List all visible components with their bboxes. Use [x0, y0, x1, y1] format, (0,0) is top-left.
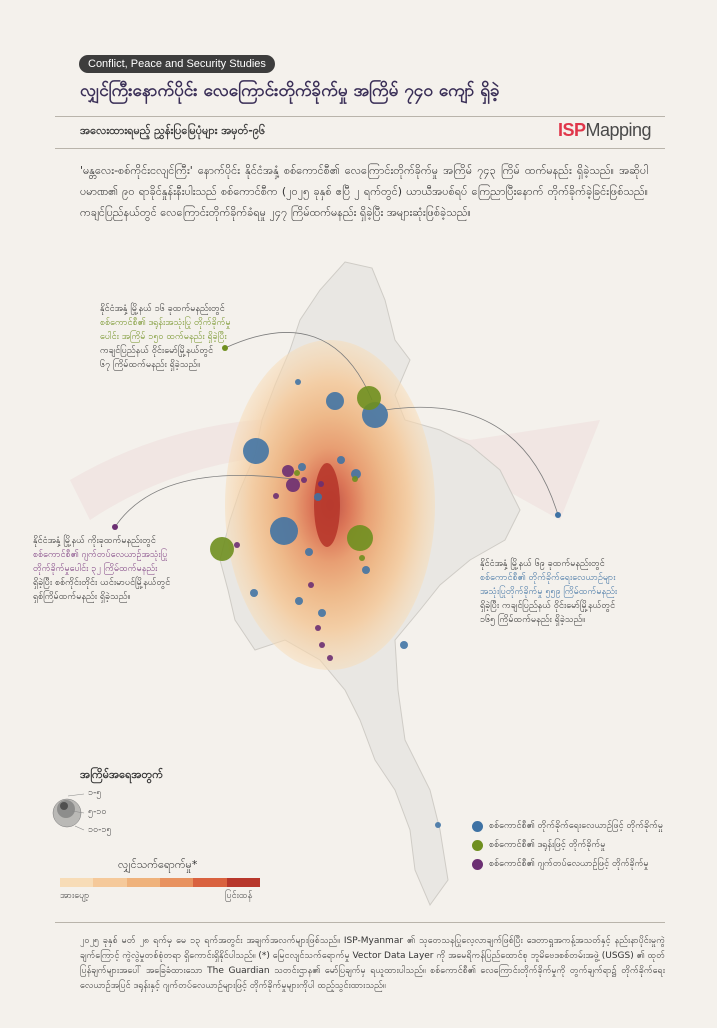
- footer-divider: [55, 922, 665, 923]
- attack-marker: [327, 655, 333, 661]
- attack-marker: [359, 555, 365, 561]
- attack-marker: [295, 379, 301, 385]
- intro-paragraph: 'မန္တလေး-စစ်ကိုင်းငလျင်ကြီး' နောက်ပိုင်း နိုင်ငံအနှံ့ စစ်ကောင်စီ၏ လေကြောင်းတိုက်ခိုက်မှု အကြိမ် ၇၄၃ ကြိမ် ထက်မနည်း ရှိခဲ့သည်။ အဆိုပါပမာဏ၏ ၉၀ ရာခိုင်နှုန်းနီးပါးသည် စစ်ကောင်စီက (၂၀၂၅ ခုနှစ် ဧပြီ ၂ ရက်တွင်) ယာယီအပစ်ရပ် ကြေညာပြီးနောက် တိုက်ခိုက်ခဲ့ခြင်းဖြစ်သည်။ ကချင်ပြည်နယ်တွင် လေကြောင်းတိုက်ခိုက်ခံရမှု ၂၄၇ ကြိမ်ထက်မနည်း ရှိခဲ့ပြီး အများဆုံးဖြစ်ခဲ့သည်။: [80, 164, 648, 219]
- attack-marker: [305, 548, 313, 556]
- callout-line: နိုင်ငံအနှံ့ မြို့နယ် ၁၆ ခုထက်မနည်းတွင်: [100, 304, 225, 314]
- attack-marker: [282, 465, 294, 477]
- legend-item: [472, 839, 663, 852]
- attack-marker: [362, 566, 370, 574]
- attack-marker: [270, 517, 298, 545]
- attack-marker: [250, 589, 258, 597]
- drone-dot-icon: [472, 840, 483, 851]
- callout-fighter-attacks: [480, 557, 700, 627]
- attack-marker: [286, 478, 300, 492]
- intensity-core: [314, 463, 340, 547]
- callout-line: နိုင်ငံအနှံ့ မြို့နယ် ၆၉ ခုထက်မနည်းတွင်: [480, 559, 605, 569]
- attack-marker: [400, 641, 408, 649]
- intensity-swatch: [227, 878, 260, 887]
- attack-marker: [301, 477, 307, 483]
- size-legend-label: ၁၀-၁၅: [88, 825, 112, 835]
- callout-line: ၆၇ ကြိမ်ထက်မနည်း ရှိခဲ့သည်။: [100, 360, 200, 370]
- intensity-low-label: အားပျော့: [60, 891, 90, 901]
- attack-marker: [294, 470, 300, 476]
- callout-line: စစ်ကောင်စီ၏ တိုက်ခိုက်ရေးလေယာဉ်များ: [480, 573, 616, 583]
- attack-marker: [308, 582, 314, 588]
- intensity-legend-bar: [60, 878, 260, 887]
- footer-note: ၂၀၂၅ ခုနှစ် မတ် ၂၈ ရက်မှ မေ ၁၃ ရက်အတွင်း အချက်အလက်များဖြစ်သည်။ ISP-Myanmar ၏ သုတေသနပြုလေ့လာချက်ဖြစ်ပြီး ဒေတာရှုအကန့်အသတ်နှင့် နည်းနာပိုင်းမှုကွဲချက်ကြောင့် ကွဲလွဲမှုတစ်စုံတရာ ရှိကောင်းရှိနိုင်ပါသည်။ (*) မြေငလျင်သက်ရောက်မှု Vector Data Layer ကို အမေရိကန်ပြည်ထောင်စု ဘူမိဗေဒစစ်တမ်းအဖွဲ့ (USGS) ၏ ထုတ်ပြန်ချက်များအပေါ် အခြေခံထားသော The Guardian သတင်းဌာန၏ မော်ပြချက်မှ ရယူထားပါသည်။ စစ်ကောင်စီ၏ လေကြောင်းတိုက်ခိုက်မှုကို တွက်ချက်ရာ၌ တိုက်ခိုက်ရေးလေယာဉ်အပြင် ဒရုန်းနှင့် ဂျက်တပ်လေယာဉ်များဖြင့် တိုက်ခိုက်မှုများကိုပါ ထည့်သွင်းထားသည်။: [80, 936, 665, 991]
- attack-marker: [243, 438, 269, 464]
- legend-label: စစ်ကောင်စီ၏ တိုက်ခိုက်ရေးလေယာဉ်ဖြင့် တိုက်ခိုက်မှု: [489, 821, 664, 831]
- legend-label: စစ်ကောင်စီ၏ ဒရုန်းဖြင့် တိုက်ခိုက်မှု: [489, 840, 606, 850]
- intensity-swatch: [93, 878, 126, 887]
- fighter-jet-dot-icon: [472, 821, 483, 832]
- attack-marker: [298, 463, 306, 471]
- attack-marker: [318, 609, 326, 617]
- attack-marker: [337, 456, 345, 464]
- logo-mapping: Mapping: [585, 120, 652, 140]
- attack-marker: [319, 642, 325, 648]
- size-legend-circles: [53, 794, 84, 830]
- callout-drone-attacks: [100, 302, 325, 372]
- attack-marker: [357, 386, 381, 410]
- intensity-swatch: [160, 878, 193, 887]
- jet-dot-icon: [472, 859, 483, 870]
- east-callout-anchor: [555, 512, 561, 518]
- callout-line: တိုက်ခိုက်မှုပေါင်း ၃၂ ကြိမ်ထက်မနည်း: [33, 564, 158, 574]
- callout-line: စစ်ကောင်စီ၏ ဂျက်တပ်လေယာဉ်အသုံးပြု: [33, 550, 168, 560]
- legend-item: [472, 858, 663, 871]
- page-title: လျှင်ကြီးနောက်ပိုင်း လေကြောင်းတိုက်ခိုက်မှု အကြိမ် ၇၄၀ ကျော် ရှိခဲ့: [80, 81, 500, 101]
- callout-line: စစ်ကောင်စီ၏ ဒရုန်းအသုံးပြု တိုက်ခိုက်မှု: [100, 318, 231, 328]
- page-subtitle: အလေးထားရမည့် ညွှန်းပြမြေပုံများ အမှတ်-၉၆: [80, 124, 266, 137]
- attack-marker: [273, 493, 279, 499]
- intensity-legend-title: လျှင်သက်ရောက်မှု*: [118, 858, 198, 871]
- callout-jet-attacks: [33, 534, 248, 604]
- callout-line: ရှိခဲ့ပြီး ကချင်ပြည်နယ် ဝိုင်းမော်မြို့နယ်တွင်: [480, 601, 616, 611]
- attack-type-legend: [472, 820, 663, 877]
- callout-line: ပေါင်း အကြိမ် ၁၅၀ ထက်မနည်း ရှိခဲ့ပြီး: [100, 332, 227, 342]
- intensity-swatch: [60, 878, 93, 887]
- attack-marker: [347, 525, 373, 551]
- callout-line: ၁၆၅ ကြိမ်ထက်မနည်း ရှိခဲ့သည်။: [480, 615, 586, 625]
- callout-line: ရှိခဲ့ပြီး စစ်ကိုင်းတိုင်း ယင်းမာပင်မြို့နယ်တွင်: [33, 578, 171, 588]
- attack-marker: [352, 476, 358, 482]
- size-legend-label: ၅-၁၀: [88, 807, 107, 817]
- attack-marker: [314, 493, 322, 501]
- callout-line: ကချင်ပြည်နယ် ဝိုင်းမော်မြို့နယ်တွင်: [100, 346, 214, 356]
- west-callout-anchor: [112, 524, 118, 530]
- callout-line: နိုင်ငံအနှံ့ မြို့နယ် ကိုးခုထက်မနည်းတွင်: [33, 536, 156, 546]
- intensity-high-label: ပြင်းထန်: [225, 891, 253, 901]
- callout-line: အသုံးပြုတိုက်ခိုက်မှု ၅၅၉ ကြိမ်ထက်မနည်း: [480, 587, 618, 597]
- callout-line: ရှစ်ကြိမ်ထက်မနည်း ရှိခဲ့သည်။: [33, 592, 131, 602]
- attack-marker: [315, 625, 321, 631]
- attack-marker: [326, 392, 344, 410]
- intensity-swatch: [127, 878, 160, 887]
- legend-label: စစ်ကောင်စီ၏ ဂျက်တပ်လေယာဉ်ဖြင့် တိုက်ခိုက်မှု: [489, 859, 649, 869]
- attack-marker: [318, 481, 324, 487]
- size-legend-title: အကြိမ်အရေအတွက်: [80, 768, 163, 781]
- category-tag: Conflict, Peace and Security Studies: [79, 55, 275, 73]
- logo-isp: ISP: [558, 120, 586, 140]
- size-legend-label: ၁-၅: [88, 788, 102, 798]
- attack-marker: [295, 597, 303, 605]
- legend-item: [472, 820, 663, 833]
- intensity-swatch: [193, 878, 226, 887]
- attack-marker: [435, 822, 441, 828]
